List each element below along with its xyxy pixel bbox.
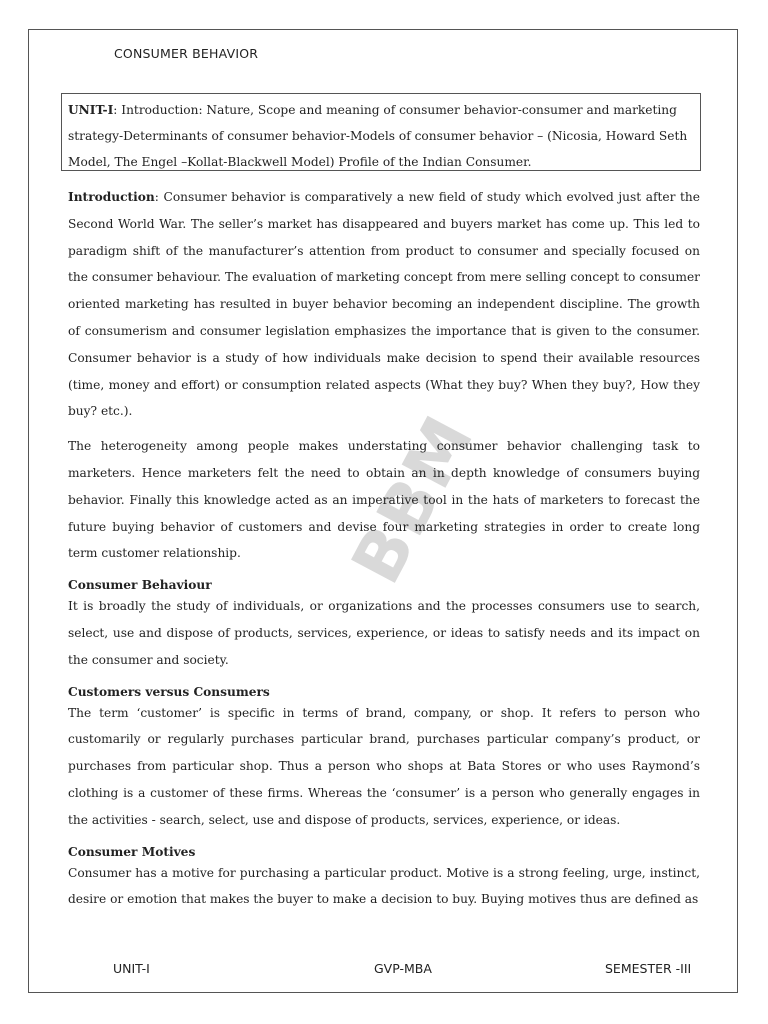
unit-description: : Introduction: Nature, Scope and meaning of consumer behavior-consumer and marketing strategy-Determinants of consumer behavior-Models of consumer behavior – (Nicosia, Howard Seth Model, The Engel –Kollat-Blackwell Model) Profile of the Indian Consumer. (68, 103, 688, 169)
unit-syllabus-box (61, 93, 701, 171)
introduction-label: Introduction (68, 190, 155, 204)
introduction-text: : Consumer behavior is comparatively a new field of study which evolved just after the Second World War. The seller’s market has disappeared and buyers market has come up. This led to paradigm shift of the manufacturer’s attention from product to consumer and specially focused on the consumer behaviour. The evaluation of marketing concept from mere selling concept to consumer oriented marketing has resulted in buyer behavior becoming an independent discipline. The growth of consumerism and consumer legislation emphasizes the importance that is given to the consumer. Consumer behavior is a study of how individuals make decision to spend their available resources (time, money and effort) or consumption related aspects (What they buy? When they buy?, How they buy? etc.). (68, 190, 700, 419)
footer-course: GVP-MBA (374, 961, 432, 976)
section-text-consumer-motives: Consumer has a motive for purchasing a particular product. Motive is a strong feeling, urge, instinct, desire or emotion that makes the buyer to make a decision to buy. Buying motives thus are defined as (68, 865, 700, 907)
introduction-paragraph (68, 184, 700, 425)
section-text-customers-vs-consumers: The term ‘customer’ is specific in terms of brand, company, or shop. It refers to person who customarily or regularly purchases particular brand, purchases particular company’s product, or purchases from particular shop. Thus a person who shops at Bata Stores or who uses Raymond’s clothing is a customer of these firms. Whereas the ‘consumer’ is a person who generally engages in the activities - search, select, use and dispose of products, services, experience, or ideas. (68, 705, 700, 827)
page-header-title: CONSUMER BEHAVIOR (114, 46, 259, 61)
watermark-text: BBM (337, 402, 491, 597)
section-heading-customers-vs-consumers: Customers versus Consumers (68, 684, 270, 699)
document-body (68, 184, 700, 917)
section-heading-consumer-behaviour: Consumer Behaviour (68, 578, 212, 593)
unit-label: UNIT-I (68, 103, 114, 117)
section-text-consumer-behaviour: It is broadly the study of individuals, or organizations and the processes consumers use to search, select, use and dispose of products, services, experience, or ideas to satisfy needs and its impact on the consumer and society. (68, 599, 700, 667)
footer-semester: SEMESTER -III (605, 961, 692, 976)
footer-unit: UNIT-I (113, 961, 150, 976)
section-heading-consumer-motives: Consumer Motives (68, 844, 196, 859)
heterogeneity-paragraph: The heterogeneity among people makes understating consumer behavior challenging task to marketers. Hence marketers felt the need to obtain an in depth knowledge of consumers buying behavior. Finally this knowledge acted as an imperative tool in the hats of marketers to forecast the future buying behavior of customers and devise four marketing strategies in order to create long term customer relationship. (68, 439, 700, 561)
